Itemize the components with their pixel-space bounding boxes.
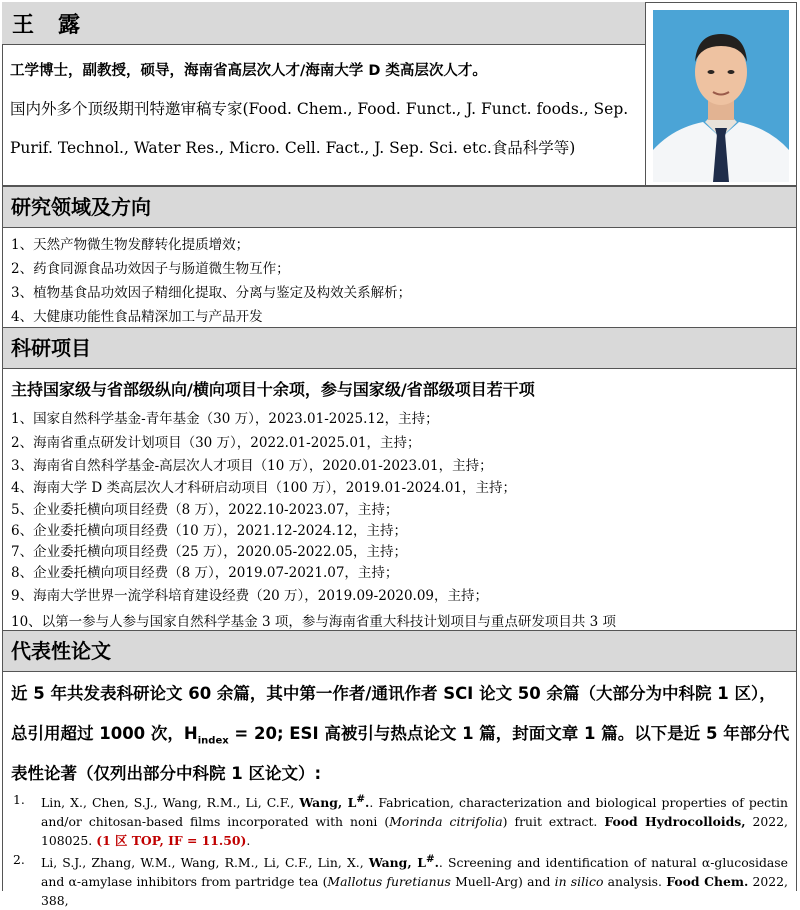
research-item-4: 4、大健康功能性食品精深加工与产品开发 <box>11 309 263 325</box>
research-item-1: 1、天然产物微生物发酵转化提质增效； <box>11 237 250 253</box>
title-line: 工学博士，副教授，硕导，海南省高层次人才/海南大学 D 类高层次人才。 <box>10 63 487 79</box>
person-name: 王露 <box>12 13 105 38</box>
project-item-6: 6、企业委托横向项目经费（10 万），2021.12-2024.12，主持； <box>11 523 408 539</box>
ref-species: Morinda citrifolia <box>389 814 503 830</box>
project-item-1: 1、国家自然科学基金-青年基金（30 万），2023.01-2025.12，主持； <box>11 411 439 427</box>
name-bar <box>2 2 646 45</box>
ref-title-end: analysis. <box>603 874 667 890</box>
project-item-4: 4、海南大学 D 类高层次人才科研启动项目（100 万），2019.01-2024.01，主持； <box>11 480 517 496</box>
intro-cell <box>2 45 646 186</box>
ref-year: 2022, 108025. <box>41 814 788 849</box>
ref-title: . Fabrication, characterization and biological properties of pectin and/or chitosan-based films incorporated with noni ( <box>41 795 788 830</box>
project-item-7: 7、企业委托横向项目经费（25 万），2020.05-2022.05，主持； <box>11 544 408 560</box>
ref-sup: # <box>356 793 365 805</box>
ref-authors: Li, S.J., Zhang, W.M., Wang, R.M., Li, C.F., Lin, X., <box>41 855 369 871</box>
project-item-8: 8、企业委托横向项目经费（8 万），2019.07-2021.07，主持； <box>11 565 399 581</box>
projects-heading: 科研项目 <box>2 327 797 369</box>
projects-summary: 主持国家级与省部级纵向/横向项目十余项，参与国家级/省部级项目若干项 <box>11 380 535 399</box>
ref-authors: Lin, X., Chen, S.J., Wang, R.M., Li, C.F., <box>41 795 300 811</box>
project-item-10: 10、以第一参与人参与国家自然科学基金 3 项，参与海南省重大科技计划项目与重点研发项目共 3 项 <box>11 614 617 630</box>
papers-heading: 代表性论文 <box>2 630 797 672</box>
ref-species: Mallotus furetianus <box>327 874 451 890</box>
reference-1: 1. Lin, X., Chen, S.J., Wang, R.M., Li, C.F., Wang, L#.. Fabrication, characterization and biological properties of pectin and/or chitosan-based films incorporated with noni (Morinda citrifolia) fruit extract. Food Hydrocolloids, 2022, 108025. (1 区 TOP, IF = 11.50). <box>13 792 788 849</box>
ref-title-mid: Muell-Arg) and <box>450 874 555 890</box>
ref-title: . Screening and identification of natural α-glucosidase and α-amylase inhibitors from partridge tea ( <box>41 855 788 890</box>
papers-summary-line-2 <box>11 720 789 746</box>
reviewer-line-2: Purif. Technol., Water Res., Micro. Cell. Fact., J. Sep. Sci. etc.食品科学等) <box>10 139 576 157</box>
ref-sup: # <box>425 853 435 865</box>
ref-journal: Food Hydrocolloids, <box>604 814 746 830</box>
papers-body <box>2 672 797 909</box>
projects-body <box>2 369 797 634</box>
research-item-2: 2、药食同源食品功效因子与肠道微生物互作； <box>11 261 290 277</box>
ref-method: in silico <box>554 874 604 890</box>
project-item-9: 9、海南大学世界一流学科培育建设经费（20 万），2019.09-2020.09，主持； <box>11 588 489 604</box>
research-item-3: 3、植物基食品功效因子精细化提取、分离与鉴定及构效关系解析； <box>11 285 412 301</box>
reference-2: 2. Li, S.J., Zhang, W.M., Wang, R.M., Li, C.F., Lin, X., Wang, L#.. Screening and identification of natural α-glucosidase and α-amylase inhibitors from partridge tea (Mallotus furetianus Muell-Arg) and in silico analysis. Food Chem. 2022, 388, <box>13 852 788 909</box>
summary-text-a: 总引用超过 1000 次，H <box>11 724 198 743</box>
papers-summary-line-1: 近 5 年共发表科研论文 60 余篇，其中第一作者/通讯作者 SCI 论文 50 余篇（大部分为中科院 1 区）， <box>11 684 776 703</box>
research-body <box>2 228 797 327</box>
papers-summary-line-3: 表性论著（仅列出部分中科院 1 区论文）: <box>11 764 322 783</box>
ref-year: 2022, 388, <box>41 874 788 909</box>
ref-corresponding-author: Wang, L <box>368 855 426 871</box>
h-index-subscript: index <box>197 735 229 747</box>
research-heading: 研究领域及方向 <box>2 186 797 228</box>
ref-end: . <box>246 833 251 849</box>
portrait-photo <box>653 10 789 182</box>
photo-cell <box>646 2 797 186</box>
ref-title-end: ) fruit extract. <box>502 814 605 830</box>
portrait-icon <box>653 10 789 182</box>
ref-impact-badge: (1 区 TOP, IF = 11.50) <box>96 833 247 849</box>
reference-number: 1. <box>13 792 25 807</box>
ref-journal: Food Chem. <box>666 874 749 890</box>
project-item-5: 5、企业委托横向项目经费（8 万），2022.10-2023.07，主持； <box>11 502 399 518</box>
reviewer-line-1: 国内外多个顶级期刊特邀审稿专家(Food. Chem., Food. Funct., J. Funct. foods., Sep. <box>10 100 629 118</box>
ref-corresponding-author: Wang, L <box>299 795 357 811</box>
summary-text-b: = 20; ESI 高被引与热点论文 1 篇，封面文章 1 篇。以下是近 5 年部分代 <box>228 724 790 743</box>
project-item-3: 3、海南省自然科学基金-高层次人才项目（10 万），2020.01-2023.01，主持； <box>11 458 493 474</box>
project-item-2: 2、海南省重点研发计划项目（30 万），2022.01-2025.01，主持； <box>11 435 421 451</box>
reference-number: 2. <box>13 852 25 867</box>
